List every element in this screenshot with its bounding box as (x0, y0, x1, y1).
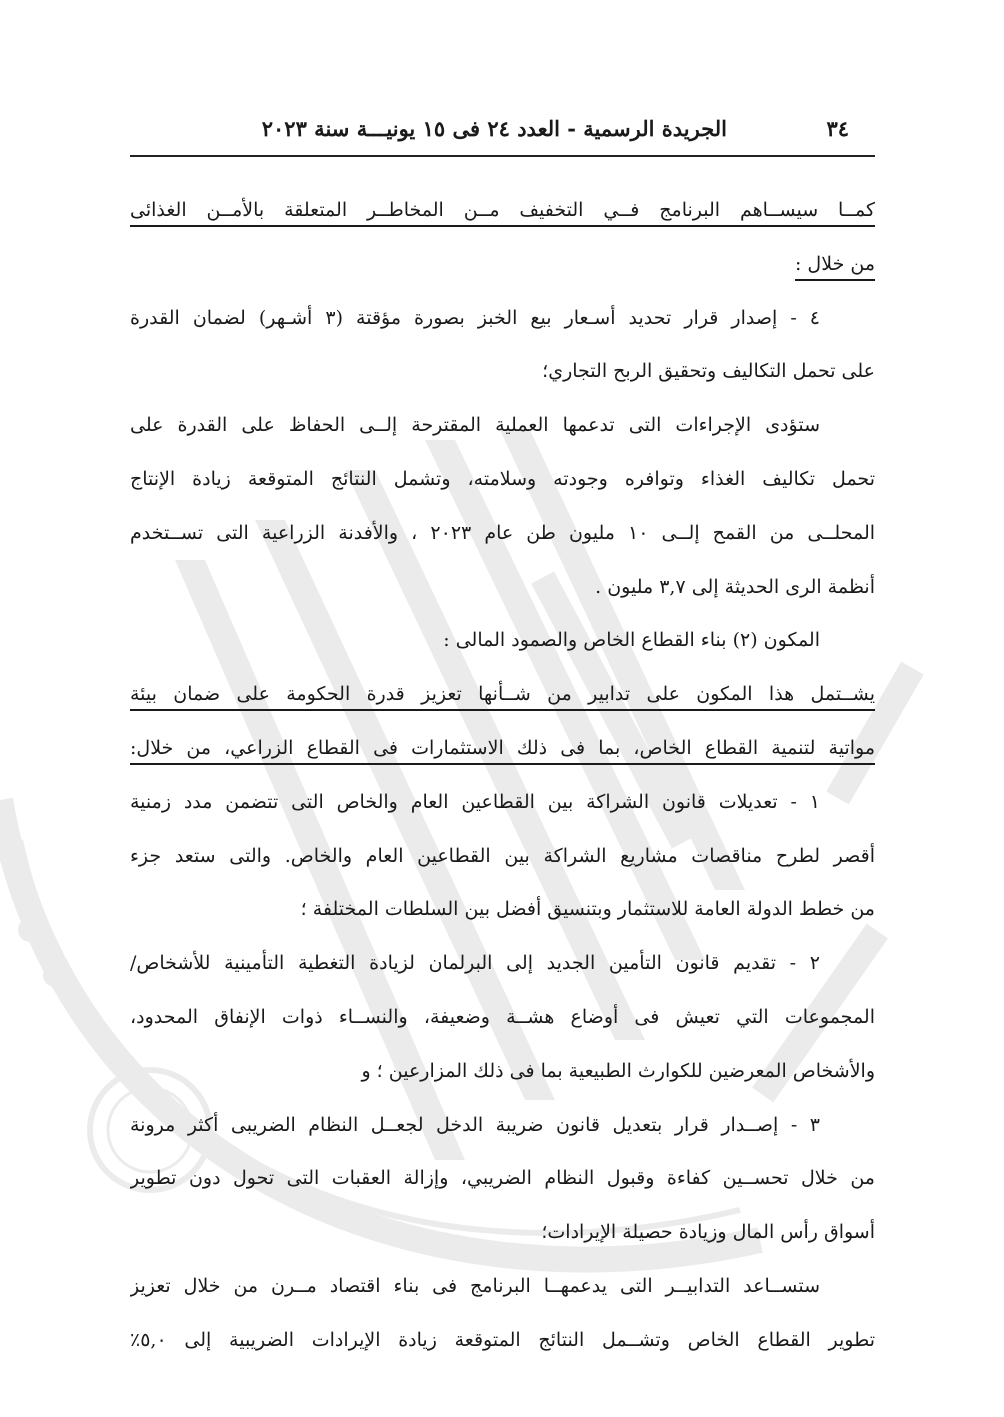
text-line (130, 722, 875, 776)
text-line: أسواق رأس المال وزيادة حصيلة الإيرادات؛ (541, 1221, 875, 1244)
underlined-text: مواتية لتنمية القطاع الخاص، بما فى ذلك الاستثمارات فى القطاع الزراعي، من خلال: (130, 736, 875, 759)
text-line: على تحمل التكاليف وتحقيق الربح التجاري؛ (542, 360, 875, 383)
header-divider (130, 155, 875, 157)
gazette-title: الجريدة الرسمية - العدد ٢٤ فى ١٥ يونيـــة سنة ٢٠٢٣ (261, 116, 727, 141)
section-heading-text: المكون (٢) بناء القطاع الخاص والصمود المالى : (443, 629, 820, 652)
text-line: والأشخاص المعرضين للكوارث الطبيعية بما فى ذلك المزارعين ؛ و (361, 1059, 875, 1082)
page-number: ٣٤ (826, 116, 849, 141)
text-line: تطوير القطاع الخاص وتشــمل النتائج المتوقعة زيادة الإيرادات الضريبية إلى ٥,٠٪ (130, 1328, 875, 1351)
text-line: ٣ - إصــدار قرار بتعديل قانون ضريبة الدخل لجعــل النظام الضريبى أكثر مرونة (130, 1113, 820, 1136)
section-heading (130, 614, 875, 668)
text-line: المجموعات التي تعيش فى أوضاع هشــة وضعيفة، والنســاء ذوات الإنفاق المحدود، (130, 1005, 875, 1028)
page-header (130, 112, 875, 152)
text-line: من خطط الدولة العامة للاستثمار وبتنسيق أفضل بين السلطات المختلفة ؛ (300, 898, 875, 921)
text-line: ستؤدى الإجراءات التى تدعمها العملية المقترحة إلــى الحفاظ على القدرة على (130, 414, 820, 437)
text-line: ٤ - إصدار قرار تحديد أسـعار بيع الخبز بصورة مؤقتة (٣ أشـهر) لضمان القدرة (130, 306, 820, 329)
body-text (130, 184, 875, 1368)
text-line: المحلــى من القمح إلــى ١٠ مليون طن عام ٢٠٢٣ ، والأفدنة الزراعية التى تســتخدم (130, 521, 875, 544)
text-line: ٢ - تقديم قانون التأمين الجديد إلى البرلمان لزيادة التغطية التأمينية للأشخاص/ (130, 952, 820, 975)
text-line (130, 184, 875, 238)
text-line (130, 668, 875, 722)
text-line: تحمل تكاليف الغذاء وتوافره وجودته وسلامته، وتشمل النتائج المتوقعة زيادة الإنتاج (130, 467, 875, 490)
text-line: ستســاعد التدابيــر التى يدعمهــا البرنامج فى بناء اقتصاد مــرن من خلال تعزيز (130, 1274, 820, 1297)
underlined-text: من خلال : (794, 252, 875, 275)
underlined-text: يشــتمل هذا المكون على تدابير من شــأنها تعزيز قدرة الحكومة على ضمان بيئة (130, 683, 875, 706)
underlined-text: كمــا سيســاهم البرنامج فــي التخفيف مــن المخاطــر المتعلقة بالأمــن الغذائى (130, 199, 875, 221)
text-line (130, 238, 875, 292)
text-line: أقصر لطرح مناقصات مشاريع الشراكة بين القطاعين العام والخاص. والتى ستعد جزء (130, 844, 875, 867)
text-line: من خلال تحســين كفاءة وقبول النظام الضريبي، وإزالة العقبات التى تحول دون تطوير (130, 1167, 875, 1190)
text-line: أنظمة الرى الحديثة إلى ٣,٧ مليون . (595, 575, 875, 598)
text-line: ١ - تعديلات قانون الشراكة بين القطاعين العام والخاص التى تتضمن مدد زمنية (130, 790, 820, 813)
